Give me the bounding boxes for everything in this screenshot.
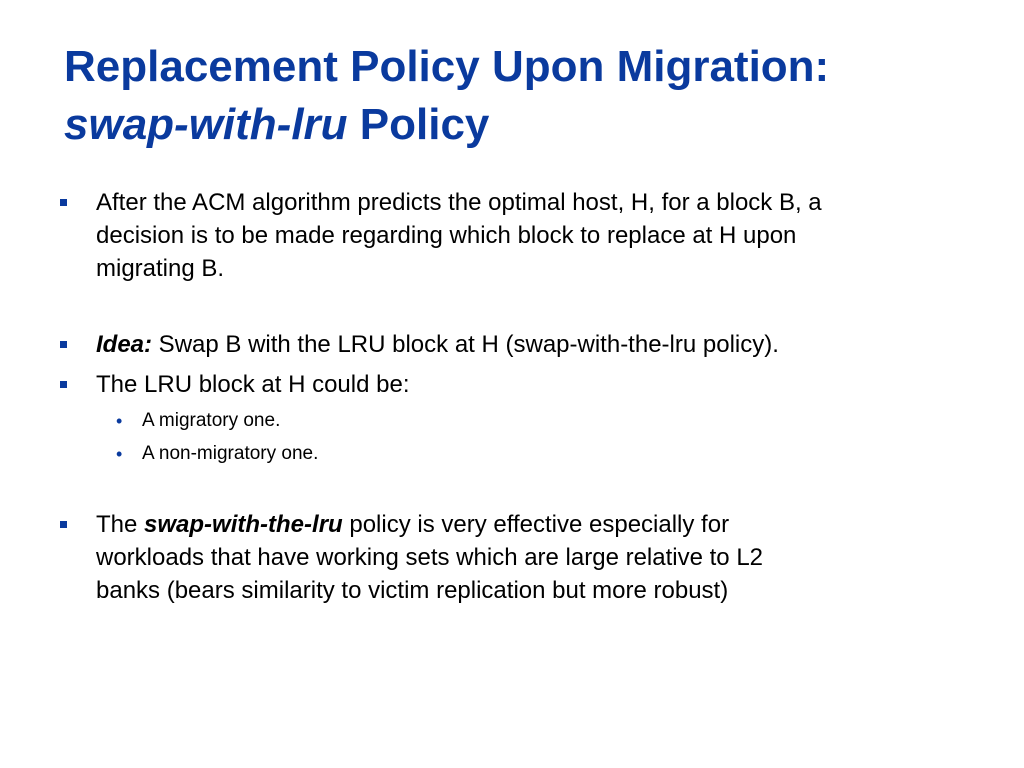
sub-bullet-1-text: A migratory one. — [142, 410, 281, 431]
bullet-2-line — [96, 328, 976, 361]
slide-title — [64, 38, 984, 154]
square-bullet-icon — [60, 381, 67, 388]
square-bullet-icon — [60, 521, 67, 528]
idea-text: Swap B with the LRU block at H (swap-with-the-lru policy). — [152, 331, 779, 358]
idea-label: Idea: — [96, 331, 153, 358]
dot-bullet-icon: • — [116, 411, 123, 431]
bullet-4-line-3: banks (bears similarity to victim replication but more robust) — [96, 577, 729, 604]
bullet-1-line-3: migrating B. — [96, 255, 225, 282]
bullet-2 — [96, 328, 976, 361]
title-line-2 — [64, 96, 984, 154]
bullet-1 — [96, 186, 976, 285]
bullet-3 — [96, 368, 976, 401]
sub-bullet-1 — [116, 408, 281, 434]
square-bullet-icon — [60, 341, 67, 348]
dot-bullet-icon: • — [116, 444, 123, 464]
square-bullet-icon — [60, 199, 67, 206]
bullet-4-line-2: workloads that have working sets which are large relative to L2 — [96, 544, 764, 571]
policy-term: swap-with-the-lru — [144, 511, 343, 538]
bullet-4 — [96, 508, 976, 607]
bullet-4-pre: The — [96, 511, 145, 538]
sub-bullet-2 — [116, 441, 319, 467]
bullet-4-line-1-rest: policy is very effective especially for — [342, 511, 730, 538]
sub-bullet-2-text: A non-migratory one. — [142, 443, 319, 464]
title-italic-term: swap-with-lru — [64, 100, 348, 149]
bullet-1-line-1: After the ACM algorithm predicts the optimal host, H, for a block B, a — [96, 189, 822, 216]
title-line-2-rest: Policy — [347, 100, 490, 149]
title-line-1: Replacement Policy Upon Migration: — [64, 42, 830, 91]
bullet-4-line-1 — [96, 508, 976, 541]
bullet-1-line-2: decision is to be made regarding which block to replace at H upon — [96, 222, 797, 249]
bullet-3-line: The LRU block at H could be: — [96, 371, 410, 398]
